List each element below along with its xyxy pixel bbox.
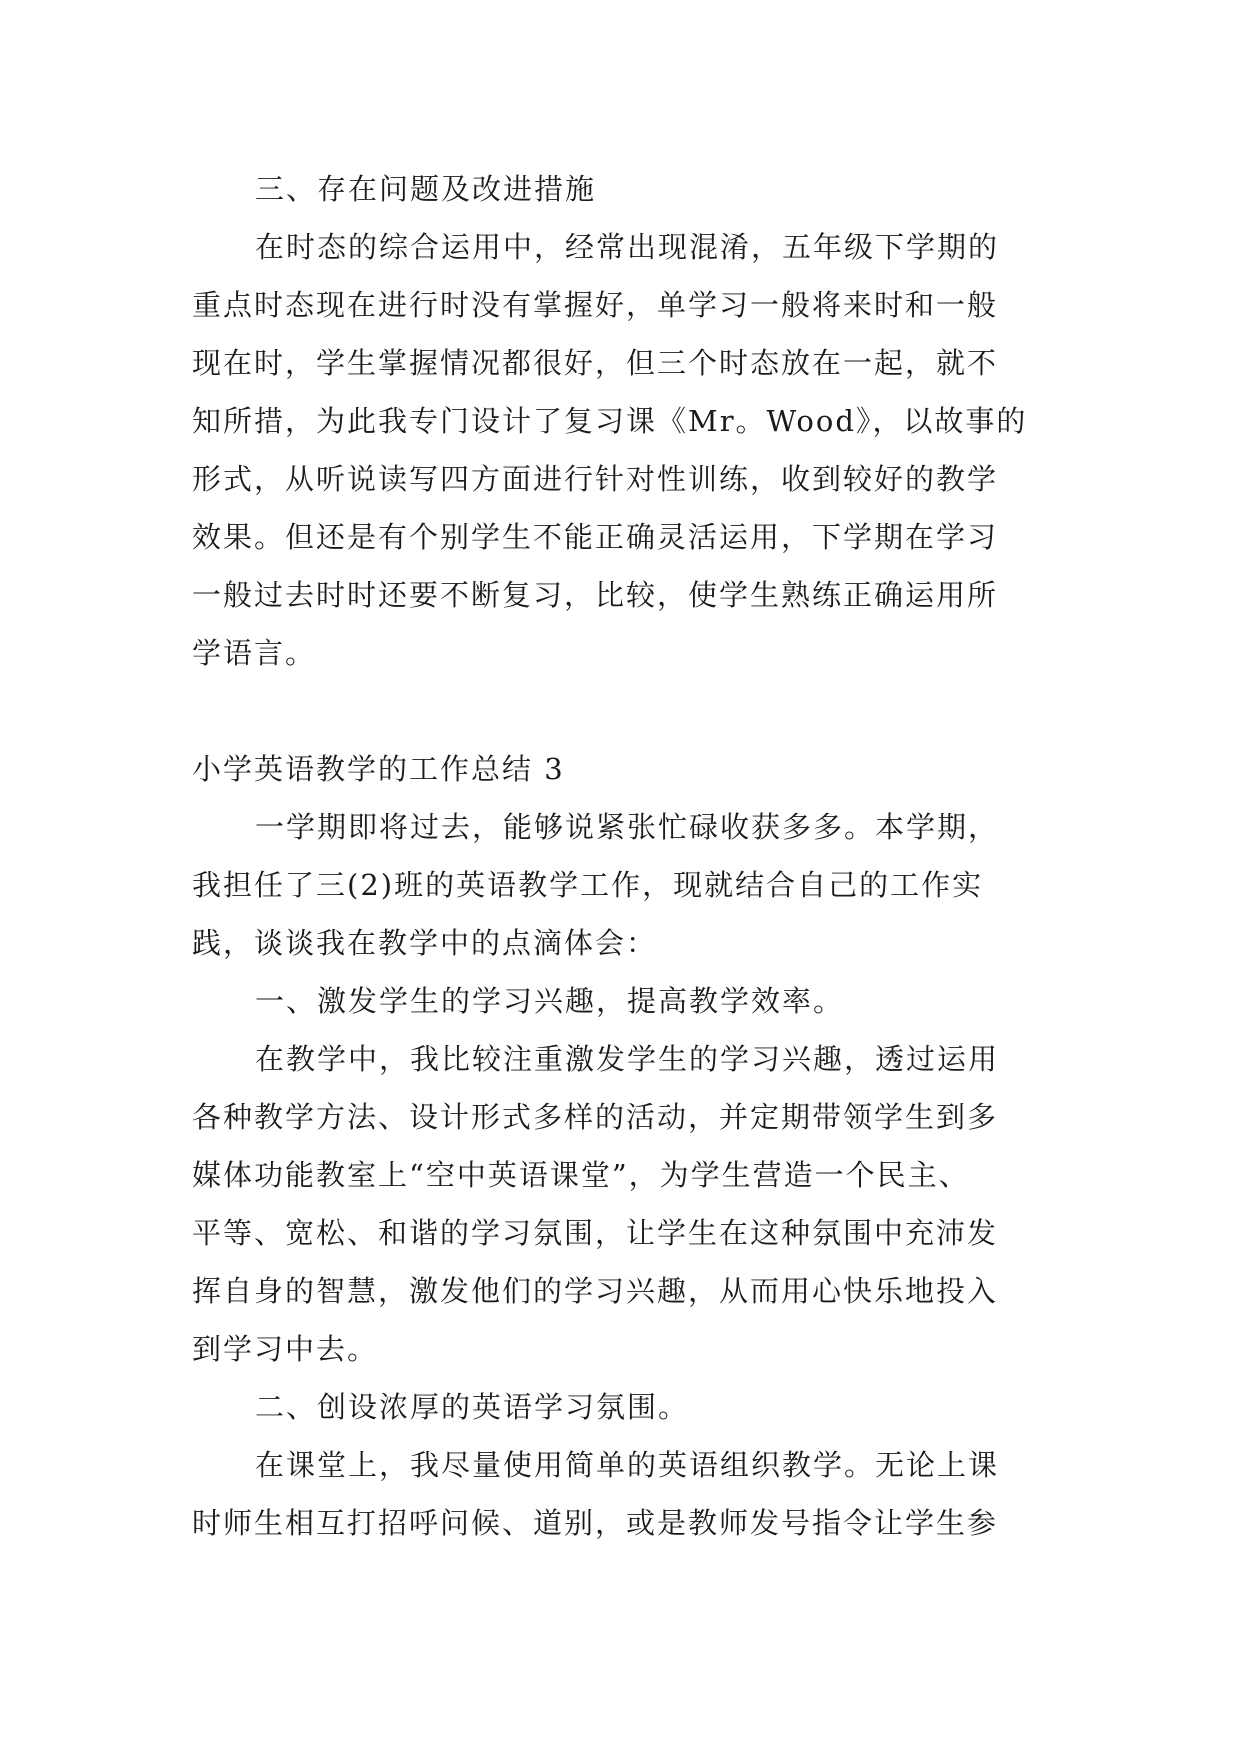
paragraph-line: 重点时态现在进行时没有掌握好，单学习一般将来时和一般 <box>192 288 999 322</box>
paragraph-line: 一般过去时时还要不断复习，比较，使学生熟练正确运用所 <box>192 578 999 612</box>
paragraph-line: 在课堂上，我尽量使用简单的英语组织教学。无论上课 <box>255 1448 1000 1482</box>
paragraph-line: 挥自身的智慧，激发他们的学习兴趣，从而用心快乐地投入 <box>192 1274 999 1308</box>
paragraph-line: 现在时，学生掌握情况都很好，但三个时态放在一起，就不 <box>192 346 999 380</box>
document-page <box>192 160 1064 1552</box>
paragraph-line: 时师生相互打招呼问候、道别，或是教师发号指令让学生参 <box>192 1506 999 1540</box>
paragraph-line: 一学期即将过去，能够说紧张忙碌收获多多。本学期， <box>255 810 1000 844</box>
paragraph-line: 在教学中，我比较注重激发学生的学习兴趣，透过运用 <box>255 1042 1000 1076</box>
paragraph-line: 各种教学方法、设计形式多样的活动，并定期带领学生到多 <box>192 1100 999 1134</box>
paragraph-line: 知所措，为此我专门设计了复习课《Mr。Wood》，以故事的 <box>192 404 1028 438</box>
paragraph-line: 我担任了三(2)班的英语教学工作，现就结合自己的工作实 <box>192 868 984 902</box>
paragraph-line: 形式，从听说读写四方面进行针对性训练，收到较好的教学 <box>192 462 999 496</box>
paragraph-line: 在时态的综合运用中，经常出现混淆，五年级下学期的 <box>255 230 1000 264</box>
point-heading: 二、创设浓厚的英语学习氛围。 <box>255 1390 690 1424</box>
section-spacer <box>192 682 1064 740</box>
paragraph-line: 媒体功能教室上“空中英语课堂”，为学生营造一个民主、 <box>192 1158 970 1192</box>
section-heading: 三、存在问题及改进措施 <box>255 172 597 206</box>
paragraph-line: 到学习中去。 <box>192 1332 379 1366</box>
paragraph-line: 效果。但还是有个别学生不能正确灵活运用，下学期在学习 <box>192 520 999 554</box>
paragraph-line: 学语言。 <box>192 636 317 670</box>
paragraph-line: 践，谈谈我在教学中的点滴体会： <box>192 926 658 960</box>
article-title: 小学英语教学的工作总结 3 <box>192 752 565 786</box>
paragraph-line: 平等、宽松、和谐的学习氛围，让学生在这种氛围中充沛发 <box>192 1216 999 1250</box>
point-heading: 一、激发学生的学习兴趣，提高教学效率。 <box>255 984 845 1018</box>
